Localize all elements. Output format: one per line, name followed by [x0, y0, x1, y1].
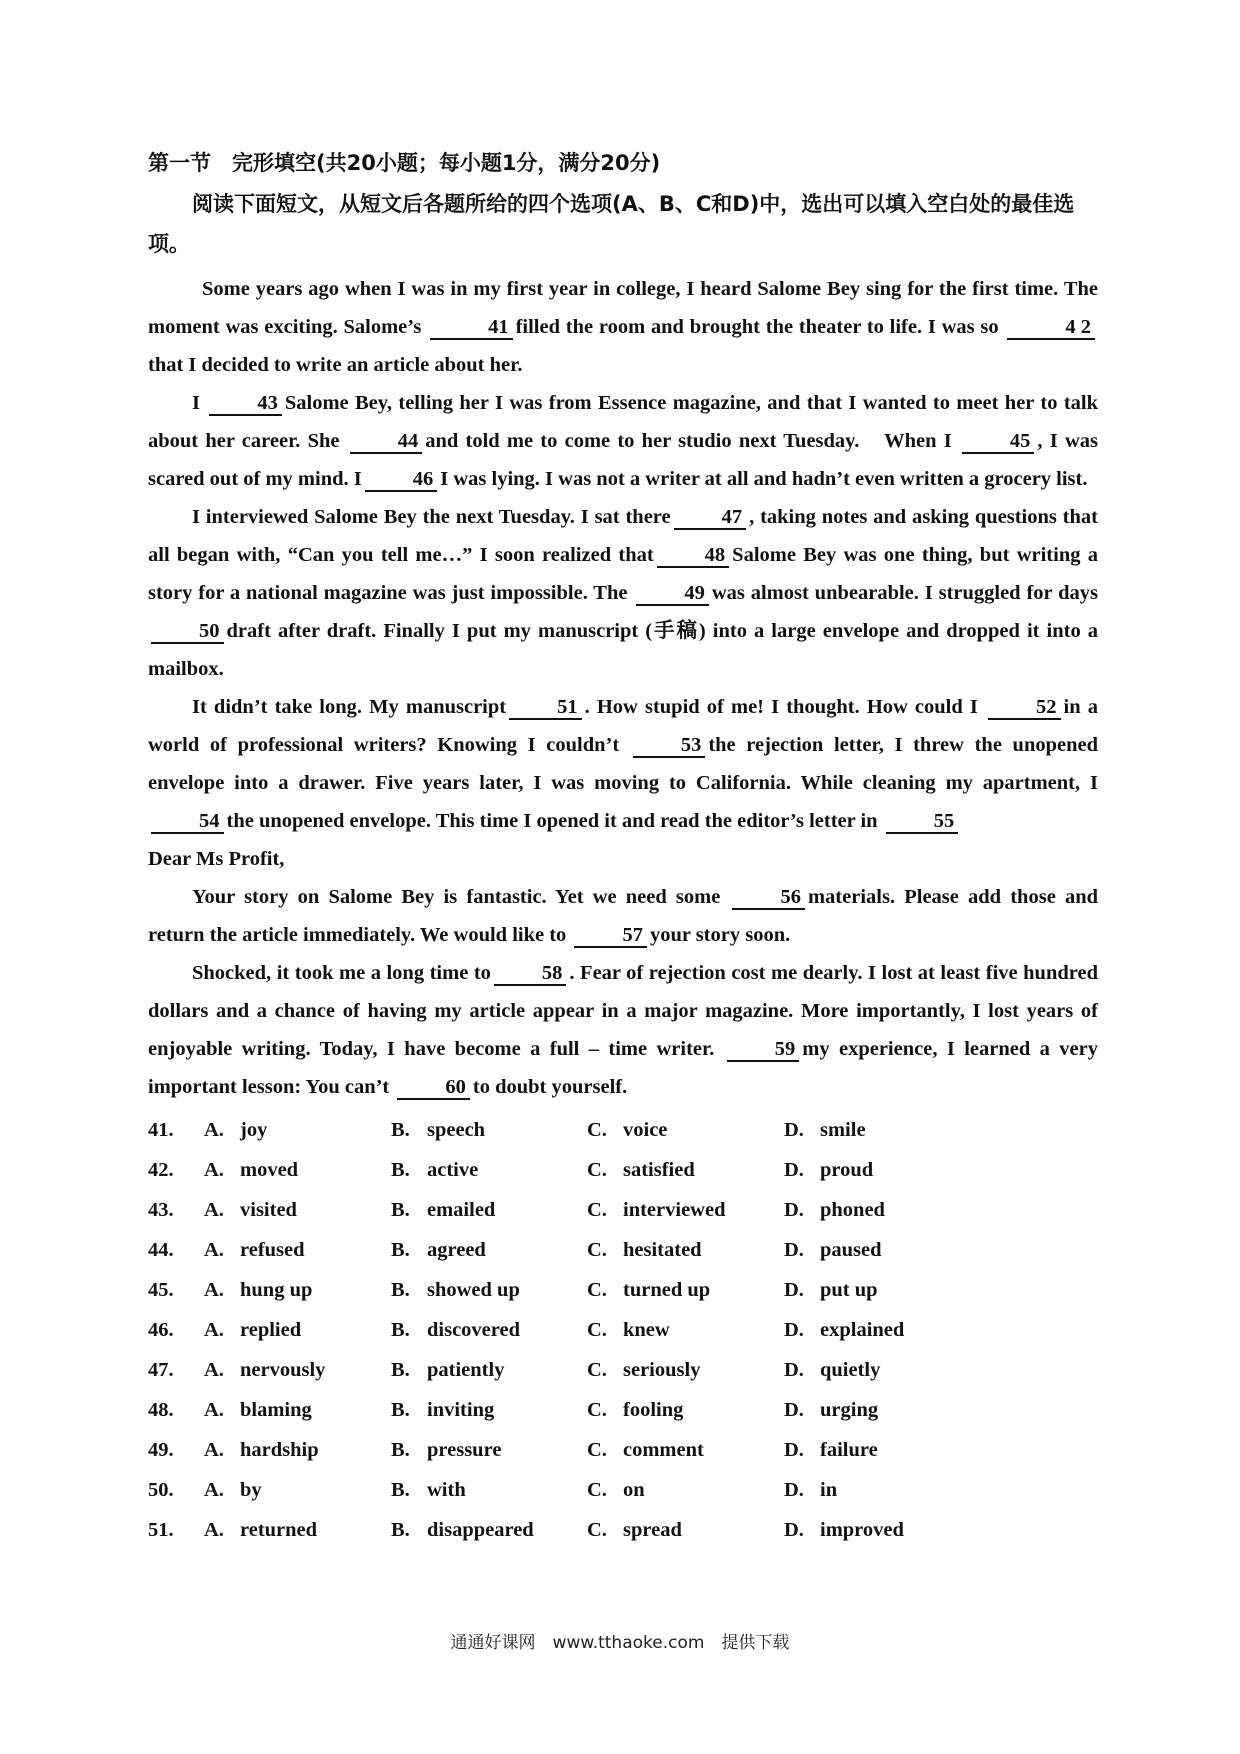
option-letter: B. — [391, 1439, 410, 1461]
option-letter: D. — [784, 1279, 804, 1301]
option-text: satisfied — [623, 1159, 695, 1181]
option-d — [784, 1430, 984, 1470]
option-letter: D. — [784, 1319, 804, 1341]
option-letter: C. — [587, 1119, 607, 1141]
option-text: discovered — [427, 1319, 521, 1341]
option-text: active — [427, 1159, 479, 1181]
option-letter: D. — [784, 1359, 804, 1381]
cloze-passage — [148, 270, 1098, 1106]
blank-number: 60 — [397, 1076, 470, 1100]
option-letter: A. — [204, 1159, 224, 1181]
blank-number: 45 — [962, 430, 1035, 454]
option-letter: C. — [587, 1519, 607, 1541]
option-text: speech — [427, 1119, 486, 1141]
option-d — [784, 1110, 984, 1150]
option-c — [587, 1110, 784, 1150]
blank-number: 44 — [350, 430, 423, 454]
passage-text: , taking notes and asking questions that all began with, “Can you tell me…” I soon realized that — [148, 506, 1098, 566]
option-text: emailed — [427, 1199, 496, 1221]
question-number: 42. — [148, 1159, 174, 1181]
option-letter: B. — [391, 1279, 410, 1301]
option-b — [391, 1110, 587, 1150]
option-text: spread — [623, 1519, 682, 1541]
option-text: interviewed — [623, 1199, 726, 1221]
option-a — [204, 1350, 391, 1390]
option-letter: D. — [784, 1159, 804, 1181]
option-letter: D. — [784, 1199, 804, 1221]
option-text: paused — [820, 1239, 882, 1261]
option-c — [587, 1270, 784, 1310]
option-text: quietly — [820, 1359, 881, 1381]
passage-text: Your story on Salome Bey is fantastic. Yet we need some — [192, 886, 730, 908]
option-letter: C. — [587, 1239, 607, 1261]
passage-text: that I decided to write an article about her. — [148, 354, 523, 376]
passage-text: . Fear of rejection cost me dearly. I lost at least five hundred dollars and a chance of having my article appear in a major magazine. More importantly, I lost years of enjoyable writing. Today, I have become a full – time writer. — [148, 962, 1098, 1060]
option-text: voice — [623, 1119, 668, 1141]
option-c — [587, 1430, 784, 1470]
option-b — [391, 1270, 587, 1310]
option-d — [784, 1350, 984, 1390]
option-letter: B. — [391, 1319, 410, 1341]
question-number: 46. — [148, 1319, 174, 1341]
option-b — [391, 1470, 587, 1510]
option-c — [587, 1190, 784, 1230]
section-title: 第一节 完形填空(共20小题；每小题1分，满分20分) — [148, 151, 661, 175]
option-b — [391, 1190, 587, 1230]
option-letter: C. — [587, 1399, 607, 1421]
option-d — [784, 1510, 984, 1550]
content-area — [148, 146, 1098, 1550]
passage-text: Salome Bey was one thing, but writing a story for a national magazine was just impossible. The — [148, 544, 1098, 604]
option-letter: D. — [784, 1439, 804, 1461]
option-c — [587, 1230, 784, 1270]
option-a — [204, 1510, 391, 1550]
option-a — [204, 1190, 391, 1230]
passage-text: my experience, I learned a very important lesson: You can’t — [148, 1038, 1099, 1098]
passage-text: your story soon. — [649, 924, 791, 946]
option-text: joy — [240, 1119, 268, 1141]
question-row — [148, 1430, 1098, 1470]
option-letter: C. — [587, 1159, 607, 1181]
option-letter: C. — [587, 1199, 607, 1221]
passage-text: I interviewed Salome Bey the next Tuesday. I sat there — [192, 506, 671, 528]
blank-number: 55 — [886, 810, 959, 834]
question-number: 47. — [148, 1359, 174, 1381]
option-a — [204, 1270, 391, 1310]
option-b — [391, 1430, 587, 1470]
option-text: proud — [820, 1159, 874, 1181]
question-row — [148, 1310, 1098, 1350]
passage-text: and told me to come to her studio next Tuesday. When I — [425, 430, 959, 452]
option-text: with — [427, 1479, 466, 1501]
option-c — [587, 1350, 784, 1390]
passage-text: I was lying. I was not a writer at all and hadn’t even written a grocery list. — [440, 468, 1088, 490]
option-text: showed up — [427, 1279, 520, 1301]
option-a — [204, 1110, 391, 1150]
option-b — [391, 1510, 587, 1550]
option-text: hung up — [240, 1279, 313, 1301]
option-text: hesitated — [623, 1239, 702, 1261]
option-letter: C. — [587, 1359, 607, 1381]
option-text: comment — [623, 1439, 704, 1461]
question-row — [148, 1190, 1098, 1230]
instructions: 阅读下面短文，从短文后各题所给的四个选项(A、B、C和D)中，选出可以填入空白处的最佳选项。 — [148, 192, 1075, 256]
option-letter: B. — [391, 1159, 410, 1181]
question-row — [148, 1110, 1098, 1150]
blank-number: 57 — [574, 924, 647, 948]
option-text: knew — [623, 1319, 670, 1341]
option-a — [204, 1390, 391, 1430]
option-text: hardship — [240, 1439, 319, 1461]
option-text: failure — [820, 1439, 878, 1461]
blank-number: 49 — [636, 582, 709, 606]
question-number: 50. — [148, 1479, 174, 1501]
passage-paragraph — [148, 878, 1098, 954]
option-letter: A. — [204, 1279, 224, 1301]
passage-text: in a world of professional writers? Knowing I couldn’t — [148, 696, 1098, 756]
blank-number: 52 — [988, 696, 1061, 720]
option-letter: B. — [391, 1519, 410, 1541]
blank-number: 59 — [727, 1038, 800, 1062]
option-c — [587, 1310, 784, 1350]
option-letter: A. — [204, 1399, 224, 1421]
passage-paragraph — [148, 384, 1098, 498]
blank-number: 46 — [365, 468, 438, 492]
option-letter: B. — [391, 1359, 410, 1381]
option-d — [784, 1310, 984, 1350]
option-letter: A. — [204, 1479, 224, 1501]
blank-number: 50 — [151, 620, 224, 644]
option-b — [391, 1230, 587, 1270]
question-row — [148, 1150, 1098, 1190]
blank-number: 41 — [430, 316, 513, 340]
option-letter: C. — [587, 1439, 607, 1461]
option-letter: A. — [204, 1239, 224, 1261]
question-number: 49. — [148, 1439, 174, 1461]
option-c — [587, 1470, 784, 1510]
option-c — [587, 1390, 784, 1430]
option-text: improved — [820, 1519, 904, 1541]
question-row — [148, 1350, 1098, 1390]
option-c — [587, 1510, 784, 1550]
option-b — [391, 1350, 587, 1390]
option-d — [784, 1270, 984, 1310]
option-letter: A. — [204, 1119, 224, 1141]
passage-text: Dear Ms Profit, — [148, 848, 285, 870]
option-text: patiently — [427, 1359, 505, 1381]
option-text: blaming — [240, 1399, 312, 1421]
option-text: by — [240, 1479, 262, 1501]
passage-text: It didn’t take long. My manuscript — [192, 696, 507, 718]
question-number: 44. — [148, 1239, 174, 1261]
option-text: turned up — [623, 1279, 711, 1301]
blank-number: 53 — [633, 734, 706, 758]
question-row — [148, 1390, 1098, 1430]
question-options — [148, 1110, 1098, 1550]
option-letter: B. — [391, 1119, 410, 1141]
passage-text: draft after draft. Finally I put my manuscript (手稿) into a large envelope and dropped it into a mailbox. — [148, 620, 1098, 680]
passage-text: Shocked, it took me a long time to — [192, 962, 491, 984]
passage-text: Salome Bey, telling her I was from Essence magazine, and that I wanted to meet her to talk about her career. She — [148, 392, 1099, 452]
option-d — [784, 1190, 984, 1230]
question-number: 45. — [148, 1279, 174, 1301]
passage-text: . How stupid of me! I thought. How could I — [584, 696, 986, 718]
option-letter: C. — [587, 1279, 607, 1301]
option-b — [391, 1310, 587, 1350]
option-letter: B. — [391, 1479, 410, 1501]
option-a — [204, 1230, 391, 1270]
option-text: agreed — [427, 1239, 486, 1261]
passage-paragraph — [148, 498, 1098, 688]
option-text: urging — [820, 1399, 879, 1421]
option-d — [784, 1390, 984, 1430]
option-text: in — [820, 1479, 838, 1501]
option-text: explained — [820, 1319, 905, 1341]
option-text: on — [623, 1479, 645, 1501]
option-text: inviting — [427, 1399, 495, 1421]
option-text: fooling — [623, 1399, 684, 1421]
passage-text: was almost unbearable. I struggled for days — [711, 582, 1098, 604]
option-letter: A. — [204, 1359, 224, 1381]
option-text: phoned — [820, 1199, 885, 1221]
passage-paragraph — [148, 840, 1098, 878]
blank-number: 43 — [209, 392, 282, 416]
passage-text: the unopened envelope. This time I opened it and read the editor’s letter in — [226, 810, 883, 832]
blank-number: 4 2 — [1007, 316, 1095, 340]
passage-text: materials. Please add those and return the article immediately. We would like to — [148, 886, 1098, 946]
option-letter: C. — [587, 1479, 607, 1501]
passage-text: I — [192, 392, 207, 414]
option-text: pressure — [427, 1439, 502, 1461]
option-b — [391, 1150, 587, 1190]
option-c — [587, 1150, 784, 1190]
option-letter: B. — [391, 1199, 410, 1221]
option-text: nervously — [240, 1359, 326, 1381]
option-text: visited — [240, 1199, 297, 1221]
option-letter: A. — [204, 1199, 224, 1221]
option-a — [204, 1310, 391, 1350]
passage-paragraph — [148, 270, 1098, 384]
option-text: smile — [820, 1119, 866, 1141]
option-a — [204, 1430, 391, 1470]
question-number: 43. — [148, 1199, 174, 1221]
passage-text: Some years ago when I was in my first year in college, I heard Salome Bey sing for the first time. The moment was exciting. Salome’s — [148, 278, 1098, 338]
passage-paragraph — [148, 688, 1098, 840]
option-text: disappeared — [427, 1519, 534, 1541]
question-row — [148, 1230, 1098, 1270]
option-letter: B. — [391, 1399, 410, 1421]
option-text: refused — [240, 1239, 305, 1261]
option-letter: D. — [784, 1479, 804, 1501]
option-text: replied — [240, 1319, 302, 1341]
option-letter: D. — [784, 1239, 804, 1261]
passage-text: to doubt yourself. — [472, 1076, 628, 1098]
option-text: moved — [240, 1159, 299, 1181]
option-letter: B. — [391, 1239, 410, 1261]
option-text: returned — [240, 1519, 318, 1541]
option-d — [784, 1230, 984, 1270]
question-row — [148, 1270, 1098, 1310]
question-row — [148, 1470, 1098, 1510]
option-letter: A. — [204, 1439, 224, 1461]
option-b — [391, 1390, 587, 1430]
question-row — [148, 1510, 1098, 1550]
option-letter: A. — [204, 1319, 224, 1341]
option-a — [204, 1470, 391, 1510]
option-letter: D. — [784, 1399, 804, 1421]
passage-paragraph — [148, 954, 1098, 1106]
blank-number: 47 — [674, 506, 747, 530]
option-a — [204, 1150, 391, 1190]
option-text: put up — [820, 1279, 878, 1301]
option-letter: A. — [204, 1519, 224, 1541]
option-d — [784, 1150, 984, 1190]
footer-watermark: 通通好课网 www.tthaoke.com 提供下载 — [450, 1633, 790, 1653]
option-letter: D. — [784, 1119, 804, 1141]
option-letter: D. — [784, 1519, 804, 1541]
passage-text: , I was scared out of my mind. I — [148, 430, 1098, 490]
question-number: 48. — [148, 1399, 174, 1421]
passage-text: filled the room and brought the theater to life. I was so — [515, 316, 1005, 338]
blank-number: 56 — [732, 886, 805, 910]
option-d — [784, 1470, 984, 1510]
blank-number: 58 — [494, 962, 567, 986]
question-number: 51. — [148, 1519, 174, 1541]
blank-number: 51 — [509, 696, 582, 720]
question-number: 41. — [148, 1119, 174, 1141]
passage-text: the rejection letter, I threw the unopened envelope into a drawer. Five years later, I was moving to California. While cleaning my apartment, I — [148, 734, 1099, 794]
blank-number: 54 — [151, 810, 224, 834]
blank-number: 48 — [657, 544, 730, 568]
option-letter: C. — [587, 1319, 607, 1341]
option-text: seriously — [623, 1359, 701, 1381]
